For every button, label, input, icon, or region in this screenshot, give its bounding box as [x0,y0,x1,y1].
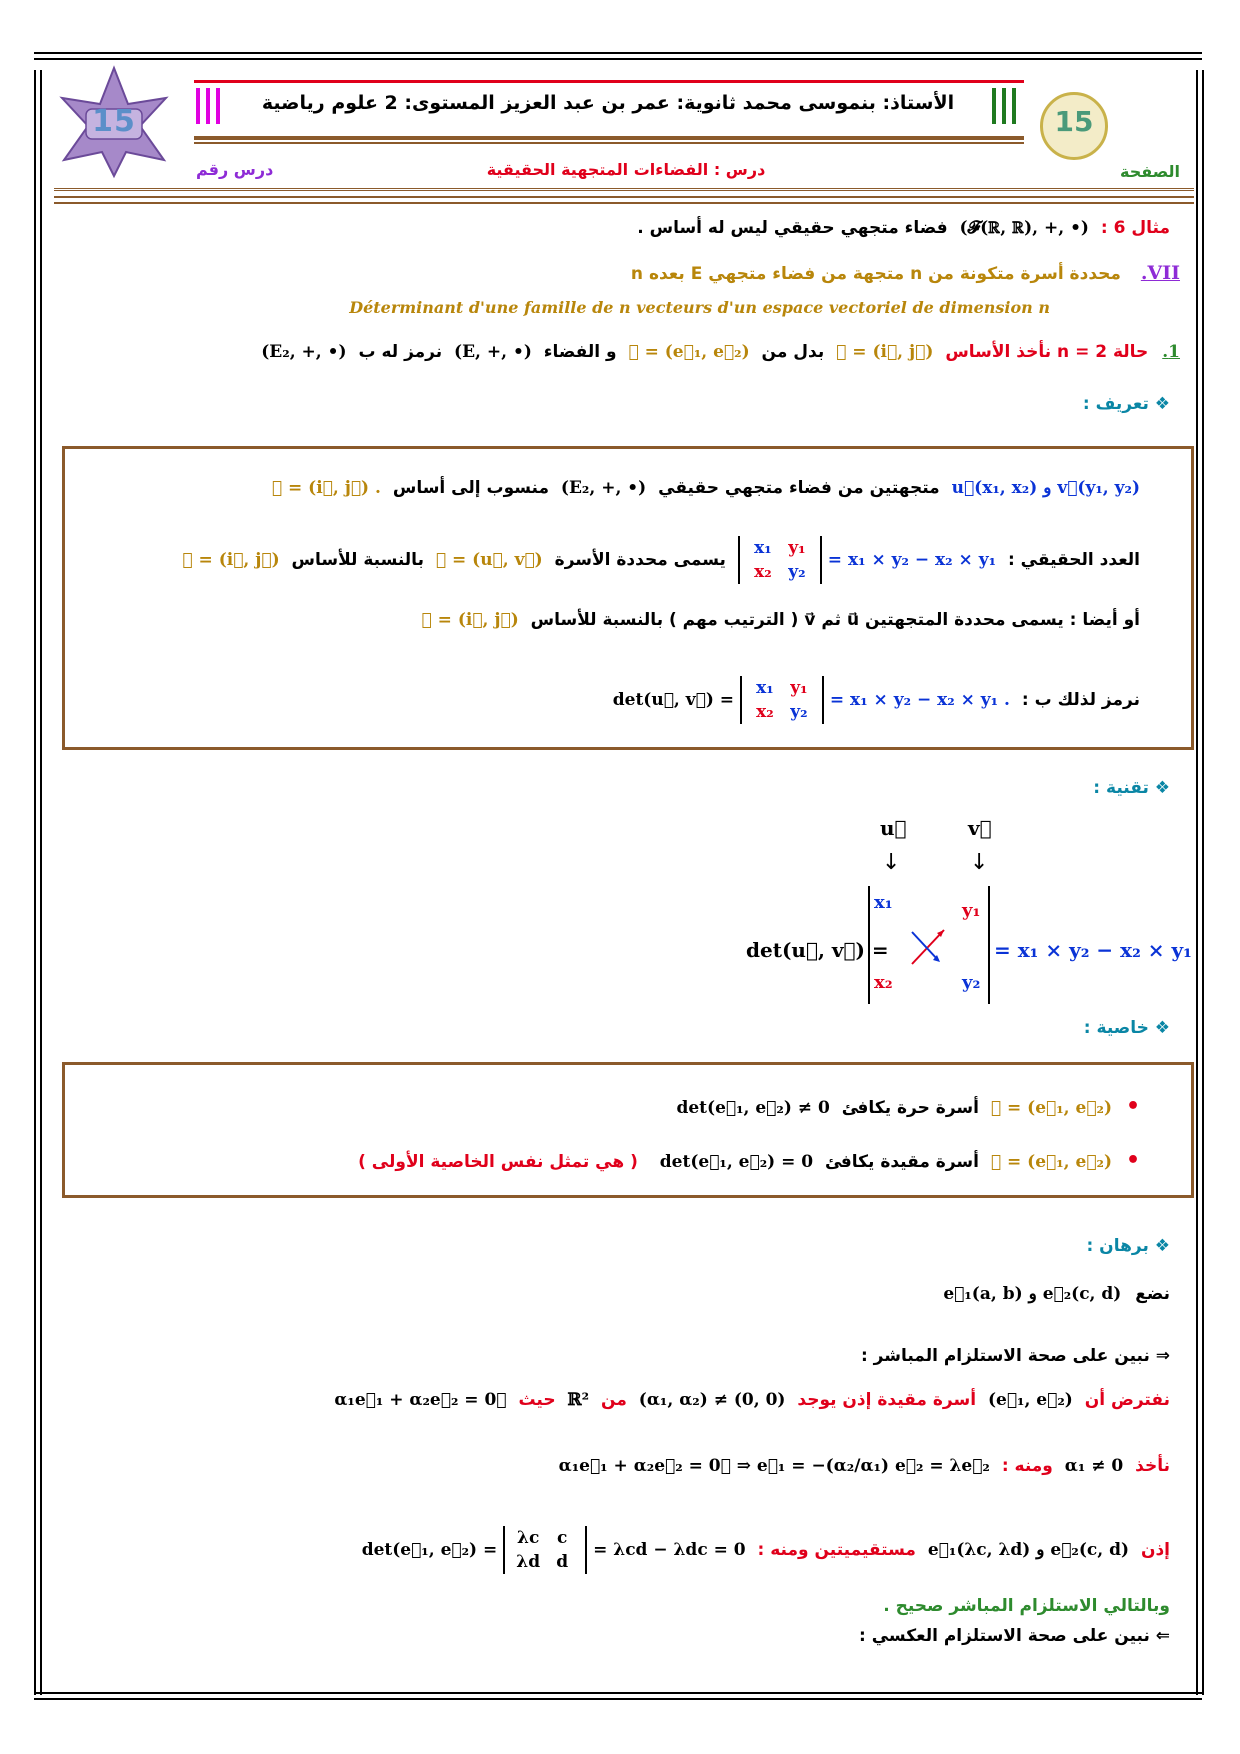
header-sep-1 [54,188,1194,191]
def-line2-text: العدد الحقيقي : [1007,550,1140,570]
page-number: 15 [1054,105,1094,138]
header-line-brown-2 [194,142,1024,144]
def-basis-2: 𝓑 = (i⃗, j⃗) [182,550,280,570]
case-space-e: (E, +, •) [454,342,532,362]
def-basis-1: 𝓑 = (i⃗, j⃗) . [271,478,381,498]
frame-bottom-line [34,1698,1202,1700]
technique-det-right-bar [988,886,990,1004]
proof-line-3 [328,1390,1170,1410]
section-7-roman: VII. [1140,262,1180,284]
header-sep-2 [54,196,1194,198]
section-7-heading [631,262,1180,284]
frame-left [34,70,36,1695]
proof-line-4 [553,1456,1170,1476]
proof-line3-math3: ℝ² [567,1390,590,1410]
proof-line5-text2: مستقيميتين ومنه : [757,1540,916,1560]
technique-det-left-bar [868,886,870,1004]
case-text-c: و الفضاء [543,342,617,362]
technique-u-arrow: ↓ [882,850,901,875]
property-item-2 [358,1148,1140,1173]
proof-line3-text4: حيث [518,1390,556,1410]
header-left-stripes [196,88,226,124]
proof-line-1 [935,1284,1170,1304]
case-basis-ij: 𝓑 = (i⃗, j⃗) [836,342,934,362]
def-line1-text: متجهتين من فضاء متجهي حقيقي [658,478,940,498]
proof-line5-text: إذن [1140,1540,1170,1560]
proof-line4-text: نأخذ [1135,1456,1170,1476]
def-vectors: u⃗(x₁, x₂) و v⃗(y₁, y₂) [951,478,1140,498]
technique-y2: y₂ [962,972,981,993]
def-det-lhs: det(u⃗, v⃗) = [612,690,735,710]
proof-line5-formula: = λcd − λdc = 0 [593,1540,746,1560]
frame-bottom-line-inner [34,1692,1202,1694]
def-line2-text3: بالنسبة للأساس [291,550,424,570]
property-text-1: أسرة حرة يكافئ [841,1098,979,1118]
proof-line-7: ⇐ نبين على صحة الاستلزام العكسي : [859,1626,1170,1646]
definition-line-3 [416,610,1140,630]
technique-cross-arrows-icon [904,924,954,970]
proof-line-2: ⇒ نبين على صحة الاستلزام المباشر : [860,1346,1170,1366]
header-right-stripes [992,88,1022,124]
property-basis-1: 𝓑 = (e⃗₁, e⃗₂) [990,1098,1113,1118]
def-line3-text: أو أيضا : يسمى محددة المتجهتين u⃗ ثم v⃗ ( الترتيب مهم ) بالنسبة للأساس [530,610,1140,630]
example-6 [637,218,1170,238]
page-label: الصفحة [1119,162,1180,181]
case-number: 1. [1162,342,1180,362]
frame-left-inner [40,70,42,1695]
definition-heading: ❖ تعريف : [1082,394,1170,414]
def-determinant: x₁ y₁ x₂ y₂ [738,536,822,584]
technique-y1: y₁ [962,900,981,921]
technique-heading: ❖ تقنية : [1093,778,1170,798]
def-formula: = x₁ × y₂ − x₂ × y₁ [827,550,997,570]
diamond-bullet-icon: ❖ [1148,778,1170,798]
proof-line3-math1: (e⃗₁, e⃗₂) [987,1390,1073,1410]
proof-line4-math2: α₁e⃗₁ + α₂e⃗₂ = 0⃗ ⇒ e⃗₁ = −(α₂/α₁) e⃗₂ = λe⃗₂ [558,1456,990,1476]
property-box [62,1062,1194,1198]
proof-line3-text3: من [601,1390,627,1410]
technique-u-label: u⃗ [880,816,907,840]
proof-line5-math1: e⃗₁(λc, λd) و e⃗₂(c, d) [927,1540,1130,1560]
example-6-label: مثال 6 : [1100,218,1170,238]
proof-line3-text: نفترض أن [1084,1390,1170,1410]
diamond-bullet-icon: ❖ [1148,394,1170,414]
def-line2-text2: يسمى محددة الأسرة [554,550,726,570]
property-math-2: det(e⃗₁, e⃗₂) = 0 [659,1152,814,1172]
def-line1-text2: منسوب إلى أساس [392,478,549,498]
proof-line5-lhs: det(e⃗₁, e⃗₂) = [361,1540,498,1560]
star-number: 15 [92,104,136,139]
frame-right-inner [1196,70,1198,1695]
header-line-red [194,80,1024,83]
def-family: 𝓕 = (u⃗, v⃗) [435,550,543,570]
property-item-1 [676,1094,1140,1119]
case-text-d: نرمز له ب [358,342,443,362]
def-formula-2: = x₁ × y₂ − x₂ × y₁ . [829,690,1010,710]
property-basis-2: 𝓑 = (e⃗₁, e⃗₂) [990,1152,1113,1172]
frame-top-line-inner [34,58,1202,60]
property-math-1: det(e⃗₁, e⃗₂) ≠ 0 [676,1098,830,1118]
proof-line-6: وبالتالي الاستلزام المباشر صحيح . [883,1596,1170,1616]
technique-v-label: v⃗ [968,816,992,840]
definition-line-2 [176,536,1140,584]
header-line-brown [194,136,1024,140]
technique-x1: x₁ [874,892,893,913]
section-7-french: Déterminant d'une famille de n vecteurs d'un espace vectoriel de dimension n [349,298,1050,317]
proof-line1-math: e⃗₁(a, b) و e⃗₂(c, d) [943,1284,1122,1304]
bullet-icon: • [1125,1094,1140,1119]
property-text-2: أسرة مقيدة يكافئ [825,1152,979,1172]
section-7-title: محددة أسرة متكونة من n متجهة من فضاء متجهي E بعده n [630,264,1121,284]
lesson-number-label: درس رقم [196,160,274,179]
proof-line3-text2: أسرة مقيدة إذن يوجد [797,1390,977,1410]
bullet-icon: • [1125,1148,1140,1173]
technique-v-arrow: ↓ [970,850,989,875]
def-space: (E₂, +, •) [560,478,647,498]
diamond-bullet-icon: ❖ [1148,1236,1170,1256]
def-basis-3: 𝓑 = (i⃗, j⃗) [421,610,519,630]
proof-line3-math2: (α₁, α₂) ≠ (0, 0) [638,1390,786,1410]
proof-line1-text: نضع [1135,1284,1170,1304]
case-basis-e: 𝓑 = (e⃗₁, e⃗₂) [628,342,750,362]
case-text-b: بدل من [761,342,825,362]
case-label: حالة n = 2 [1057,342,1149,362]
technique-formula: = x₁ × y₂ − x₂ × y₁ [994,938,1192,962]
proof-heading: ❖ برهان : [1086,1236,1170,1256]
header-sep-3 [54,202,1194,204]
property-note: ( هي تمثل نفس الخاصية الأولى ) [358,1152,638,1172]
technique-lhs: det(u⃗, v⃗) = [746,938,889,962]
example-6-text: فضاء متجهي حقيقي ليس له أساس . [637,218,948,238]
frame-top-line [34,52,1202,54]
definition-line-1 [272,478,1140,498]
property-heading: ❖ خاصية : [1083,1018,1170,1038]
definition-line-4 [607,676,1140,724]
proof-line4-math1: α₁ ≠ 0 [1064,1456,1124,1476]
case-space-e2: (E₂, +, •) [261,342,347,362]
frame-right [1202,70,1204,1695]
diamond-bullet-icon: ❖ [1148,1018,1170,1038]
header-title: الأستاذ: بنموسى محمد ثانوية: عمر بن عبد العزيز المستوى: 2 علوم رياضية [261,92,955,114]
def-line4-text: نرمز لذلك ب : [1021,690,1140,710]
technique-x2: x₂ [874,972,893,993]
proof-determinant: λc c λd d [503,1526,587,1574]
proof-line-5 [356,1526,1170,1574]
case-n2 [255,342,1180,362]
case-text-a: نأخذ الأساس [945,342,1052,362]
def-determinant-2: x₁ y₁ x₂ y₂ [740,676,824,724]
lesson-title: درس : الفضاءات المتجهية الحقيقية [486,160,766,179]
proof-line3-math4: α₁e⃗₁ + α₂e⃗₂ = 0⃗ [334,1390,507,1410]
example-6-math: (𝓕(ℝ, ℝ), +, •) [959,218,1089,238]
proof-line4-text2: ومنه : [1001,1456,1053,1476]
